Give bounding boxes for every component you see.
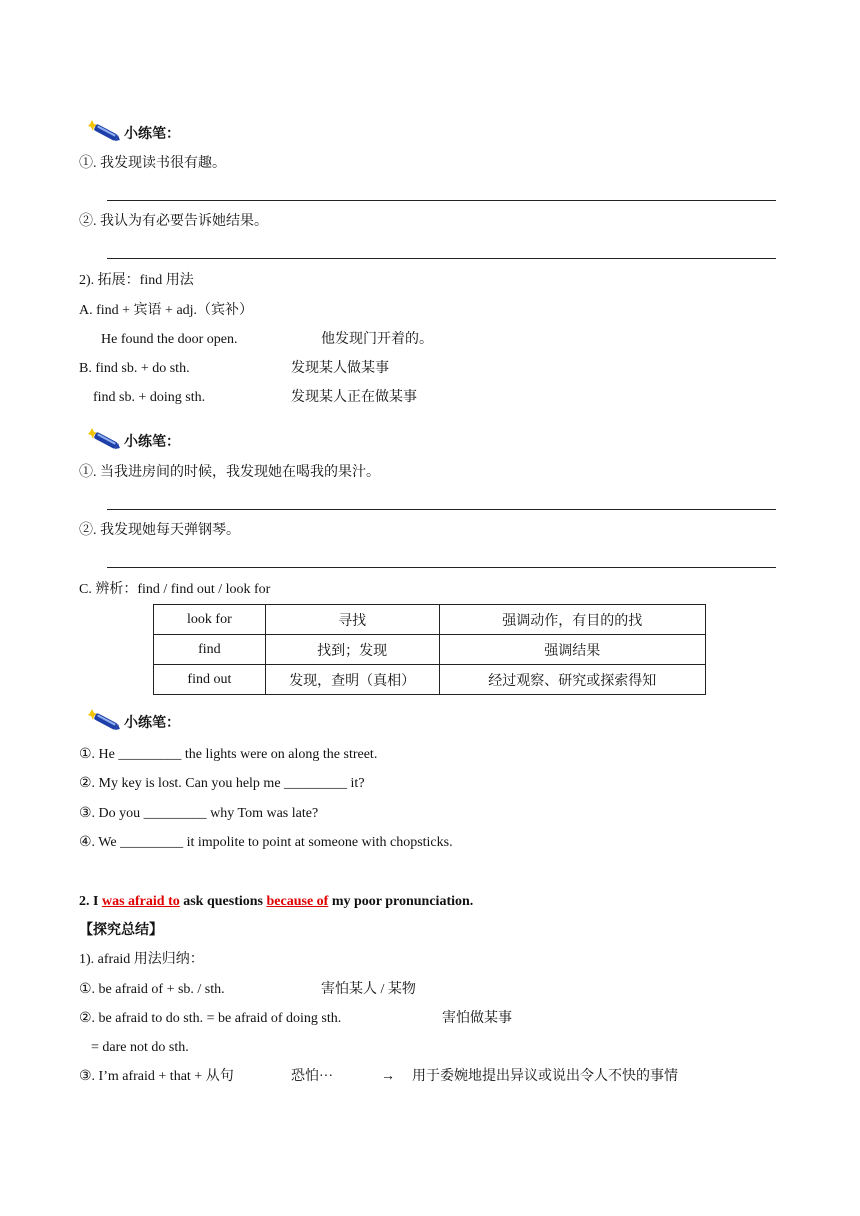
exercise-1: ①. 我发现读书很有趣。: [79, 156, 226, 171]
pen-icon: [88, 709, 122, 733]
table-cell: 经过观察、研究或探索得知: [439, 665, 706, 695]
answer-line[interactable]: [107, 200, 776, 201]
table-cell: 强调动作，有目的的找: [439, 605, 706, 635]
rule-b2-translation: 发现某人正在做某事: [291, 390, 417, 405]
rule-a-example-translation: 他发现门开着的。: [321, 332, 433, 347]
sentence-title: [79, 893, 473, 911]
table-cell: find: [154, 635, 266, 665]
answer-line[interactable]: [107, 509, 776, 510]
afraid-usage-2-alt: = dare not do sth.: [91, 1040, 189, 1055]
table-row: [154, 605, 706, 635]
table-cell: 找到；发现: [265, 635, 439, 665]
comparison-heading: C. 辨析：find / find out / look for: [79, 582, 271, 597]
table-row: [154, 635, 706, 665]
afraid-usage-1: ①. be afraid of + sb. / sth.: [79, 982, 225, 997]
fill-blank-4: ④. We _________ it impolite to point at someone with chopsticks.: [79, 835, 453, 850]
answer-line[interactable]: [107, 258, 776, 259]
practice-header: [88, 428, 180, 452]
pen-icon: [88, 120, 122, 144]
afraid-usage-3-translation: 恐怕···: [291, 1069, 333, 1084]
afraid-usage-2-translation: 害怕做某事: [442, 1011, 512, 1026]
practice-label: 小练笔：: [124, 127, 180, 142]
rule-a: A. find + 宾语 + adj.（宾补）: [79, 303, 254, 318]
title-middle: ask questions: [179, 894, 267, 909]
title-suffix: my poor pronunciation.: [328, 894, 474, 909]
afraid-usage-3: ③. I’m afraid + that + 从句: [79, 1069, 234, 1084]
rule-b2: find sb. + doing sth.: [93, 390, 206, 405]
practice-header: [88, 120, 180, 144]
practice-label: 小练笔：: [124, 716, 180, 731]
afraid-usage-1-translation: 害怕某人 / 某物: [321, 982, 416, 997]
table-cell: look for: [154, 605, 266, 635]
table-row: [154, 665, 706, 695]
rule-a-example: He found the door open.: [101, 332, 238, 347]
rule-b1: B. find sb. + do sth.: [79, 361, 190, 376]
highlight-because-of: because of: [266, 894, 329, 909]
practice-header: [88, 709, 180, 733]
find-usage-heading: 2). 拓展：find 用法: [79, 273, 194, 288]
summary-heading: 【探究总结】: [79, 923, 163, 938]
table-cell: 强调结果: [439, 635, 706, 665]
practice-label: 小练笔：: [124, 435, 180, 450]
fill-blank-2: ②. My key is lost. Can you help me _________ it?: [79, 776, 365, 791]
exercise-3: ①. 当我进房间的时候，我发现她在喝我的果汁。: [79, 465, 380, 480]
rule-b1-translation: 发现某人做某事: [291, 361, 389, 376]
fill-blank-3: ③. Do you _________ why Tom was late?: [79, 806, 319, 821]
answer-line[interactable]: [107, 567, 776, 568]
afraid-usage-3-note: 用于委婉地提出异议或说出令人不快的事情: [412, 1069, 678, 1084]
table-cell: 发现，查明（真相）: [265, 665, 439, 695]
comparison-table: [153, 604, 706, 695]
exercise-4: ②. 我发现她每天弹钢琴。: [79, 523, 240, 538]
table-cell: 寻找: [265, 605, 439, 635]
table-cell: find out: [154, 665, 266, 695]
afraid-usage-heading: 1). afraid 用法归纳：: [79, 952, 204, 967]
fill-blank-1: ①. He _________ the lights were on along the street.: [79, 747, 378, 762]
arrow-icon: →: [381, 1069, 395, 1084]
exercise-2: ②. 我认为有必要告诉她结果。: [79, 214, 268, 229]
pen-icon: [88, 428, 122, 452]
afraid-usage-2: ②. be afraid to do sth. = be afraid of doing sth.: [79, 1011, 342, 1026]
highlight-was-afraid-to: was afraid to: [101, 894, 180, 909]
title-prefix: 2. I: [79, 894, 102, 909]
